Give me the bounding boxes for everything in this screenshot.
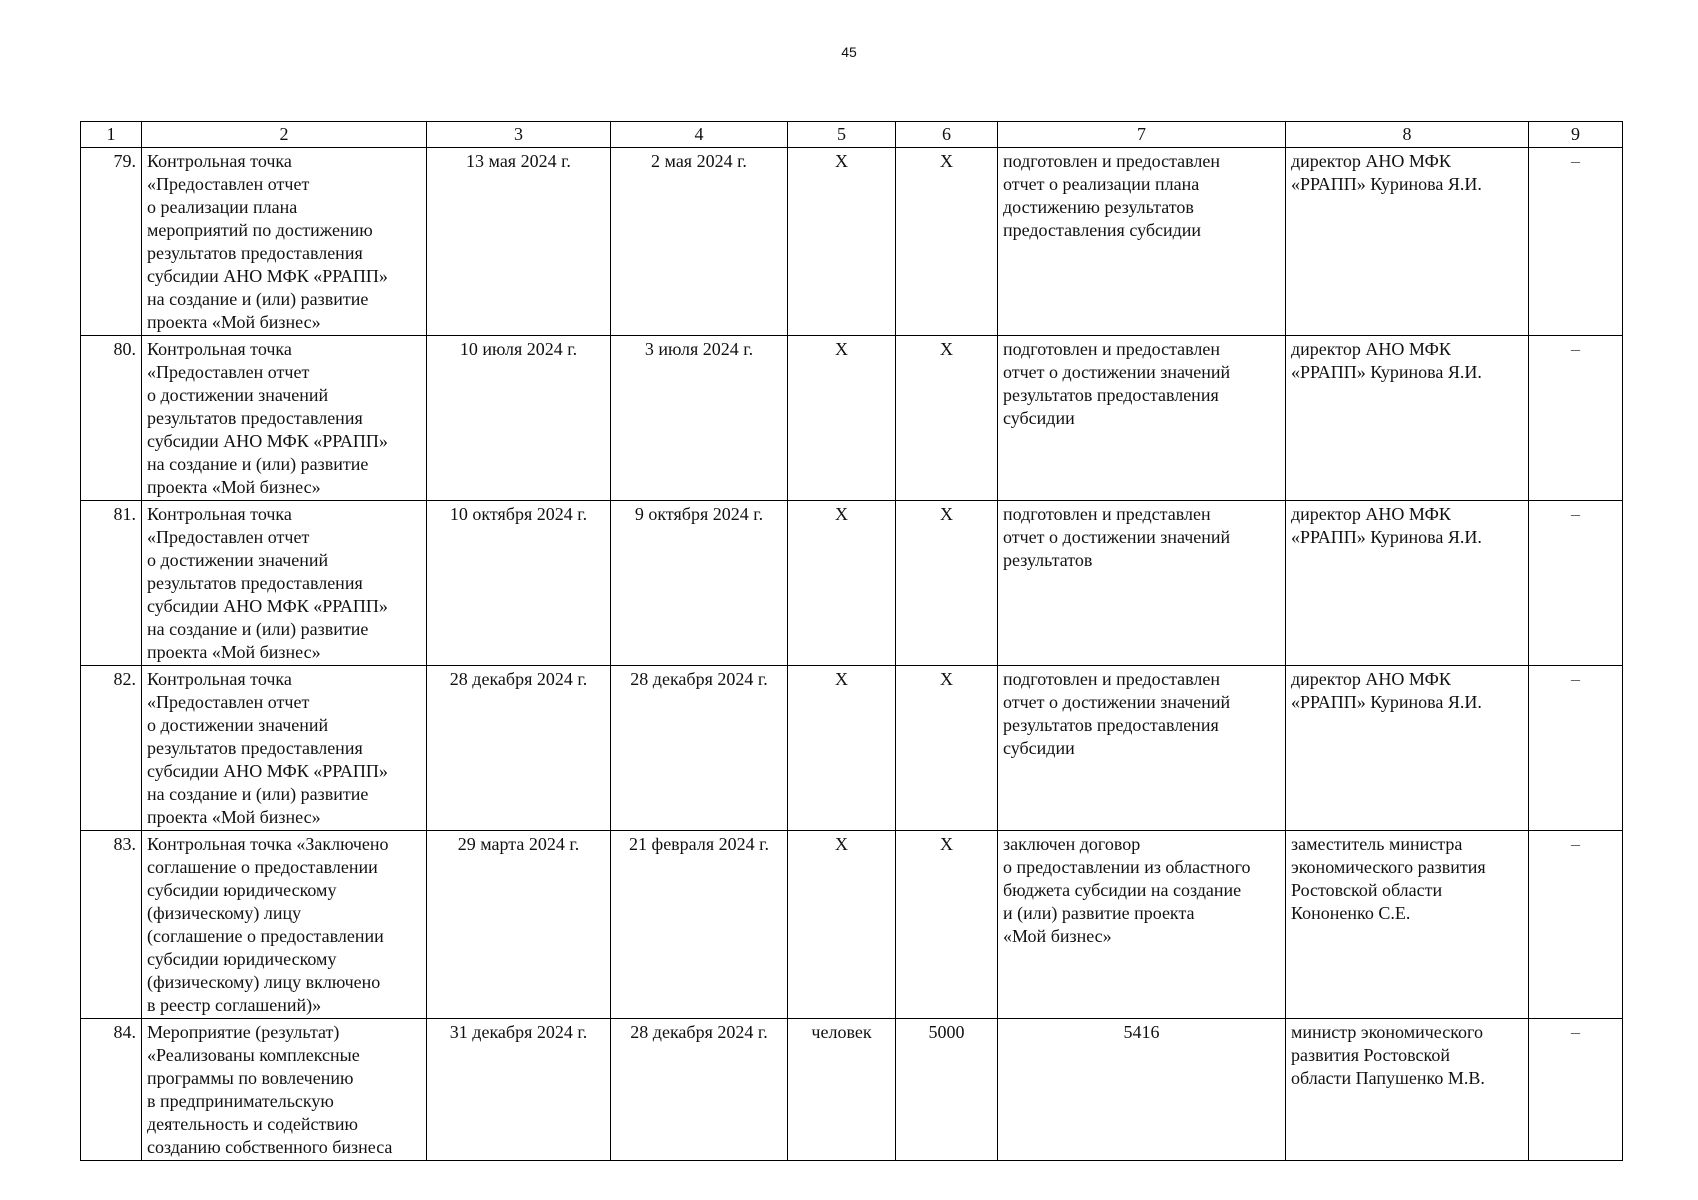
note: – <box>1529 1019 1623 1161</box>
plan-date: 10 октября 2024 г. <box>427 501 611 666</box>
table-row <box>81 336 1623 501</box>
result: подготовлен и предоставлен отчет о достижении значений результатов предоставления субсидии <box>998 336 1286 501</box>
plan-value: 5000 <box>896 1019 998 1161</box>
result: 5416 <box>998 1019 1286 1161</box>
unit: человек <box>788 1019 896 1161</box>
fact-date: 3 июля 2024 г. <box>611 336 788 501</box>
responsible: директор АНО МФК «РРАПП» Куринова Я.И. <box>1286 336 1529 501</box>
fact-date: 21 февраля 2024 г. <box>611 831 788 1019</box>
table-header-row <box>81 122 1623 148</box>
implementation-plan-table <box>80 121 1623 1161</box>
fact-date: 9 октября 2024 г. <box>611 501 788 666</box>
header-cell: 8 <box>1286 122 1529 148</box>
header-cell: 6 <box>896 122 998 148</box>
responsible: заместитель министра экономического развития Ростовской области Кононенко С.Е. <box>1286 831 1529 1019</box>
plan-value: Х <box>896 336 998 501</box>
measure-name: Контрольная точка «Заключено соглашение о предоставлении субсидии юридическому (физическому) лицу (соглашение о предоставлении субсидии юридическому (физическому) лицу включено в реестр соглашений)» <box>142 831 427 1019</box>
note: – <box>1529 148 1623 336</box>
measure-name: Контрольная точка «Предоставлен отчет о достижении значений результатов предоставления субсидии АНО МФК «РРАПП» на создание и (или) развитие проекта «Мой бизнес» <box>142 666 427 831</box>
header-cell: 9 <box>1529 122 1623 148</box>
unit: Х <box>788 831 896 1019</box>
measure-name: Контрольная точка «Предоставлен отчет о реализации плана мероприятий по достижению результатов предоставления субсидии АНО МФК «РРАПП» на создание и (или) развитие проекта «Мой бизнес» <box>142 148 427 336</box>
measure-name: Мероприятие (результат) «Реализованы комплексные программы по вовлечению в предпринимательскую деятельность и содействию созданию собственного бизнеса <box>142 1019 427 1161</box>
plan-date: 31 декабря 2024 г. <box>427 1019 611 1161</box>
unit: Х <box>788 666 896 831</box>
result: подготовлен и предоставлен отчет о реализации плана достижению результатов предоставления субсидии <box>998 148 1286 336</box>
measure-name: Контрольная точка «Предоставлен отчет о достижении значений результатов предоставления субсидии АНО МФК «РРАПП» на создание и (или) развитие проекта «Мой бизнес» <box>142 501 427 666</box>
result: подготовлен и предоставлен отчет о достижении значений результатов предоставления субсидии <box>998 666 1286 831</box>
row-number: 81. <box>81 501 142 666</box>
plan-value: Х <box>896 666 998 831</box>
header-cell: 2 <box>142 122 427 148</box>
responsible: министр экономического развития Ростовской области Папушенко М.В. <box>1286 1019 1529 1161</box>
note: – <box>1529 336 1623 501</box>
plan-value: Х <box>896 831 998 1019</box>
unit: Х <box>788 148 896 336</box>
table-row <box>81 831 1623 1019</box>
note: – <box>1529 501 1623 666</box>
note: – <box>1529 666 1623 831</box>
plan-date: 29 марта 2024 г. <box>427 831 611 1019</box>
table-row <box>81 501 1623 666</box>
row-number: 84. <box>81 1019 142 1161</box>
responsible: директор АНО МФК «РРАПП» Куринова Я.И. <box>1286 148 1529 336</box>
page-number: 45 <box>841 44 857 60</box>
header-cell: 4 <box>611 122 788 148</box>
table-row <box>81 1019 1623 1161</box>
table-row <box>81 148 1623 336</box>
fact-date: 28 декабря 2024 г. <box>611 1019 788 1161</box>
result: заключен договор о предоставлении из областного бюджета субсидии на создание и (или) развитие проекта «Мой бизнес» <box>998 831 1286 1019</box>
plan-date: 13 мая 2024 г. <box>427 148 611 336</box>
header-cell: 5 <box>788 122 896 148</box>
header-cell: 7 <box>998 122 1286 148</box>
fact-date: 2 мая 2024 г. <box>611 148 788 336</box>
table-row <box>81 666 1623 831</box>
row-number: 80. <box>81 336 142 501</box>
row-number: 83. <box>81 831 142 1019</box>
header-cell: 3 <box>427 122 611 148</box>
header-cell: 1 <box>81 122 142 148</box>
unit: Х <box>788 336 896 501</box>
fact-date: 28 декабря 2024 г. <box>611 666 788 831</box>
responsible: директор АНО МФК «РРАПП» Куринова Я.И. <box>1286 501 1529 666</box>
plan-date: 10 июля 2024 г. <box>427 336 611 501</box>
row-number: 82. <box>81 666 142 831</box>
plan-value: Х <box>896 148 998 336</box>
plan-value: Х <box>896 501 998 666</box>
row-number: 79. <box>81 148 142 336</box>
unit: Х <box>788 501 896 666</box>
result: подготовлен и представлен отчет о достижении значений результатов <box>998 501 1286 666</box>
measure-name: Контрольная точка «Предоставлен отчет о достижении значений результатов предоставления субсидии АНО МФК «РРАПП» на создание и (или) развитие проекта «Мой бизнес» <box>142 336 427 501</box>
responsible: директор АНО МФК «РРАПП» Куринова Я.И. <box>1286 666 1529 831</box>
note: – <box>1529 831 1623 1019</box>
plan-date: 28 декабря 2024 г. <box>427 666 611 831</box>
